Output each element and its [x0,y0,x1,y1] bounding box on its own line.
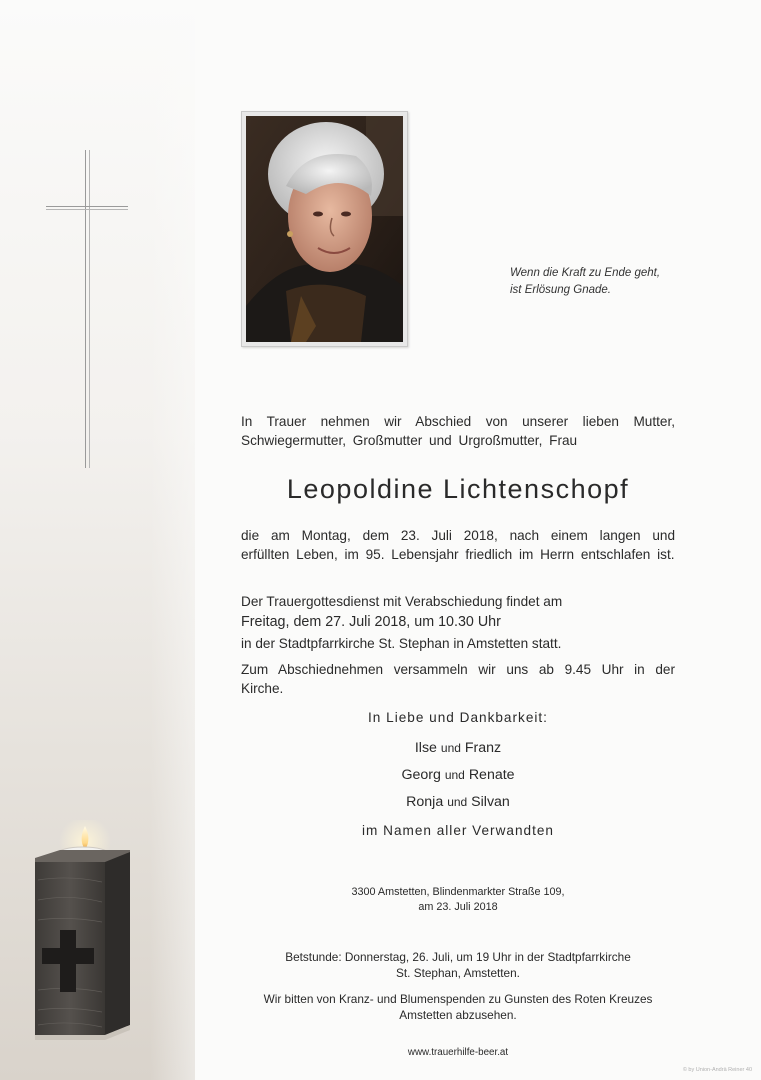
deceased-name: Leopoldine Lichtenschopf [286,474,630,504]
cross-horizontal-bar [46,206,128,210]
family-member: Silvan [471,794,510,810]
cross-vertical-bar [85,150,90,468]
quote [510,265,710,299]
family-line [241,794,675,810]
prayer-label: Betstunde: [285,950,342,964]
candle-icon [30,820,140,1040]
family-line [241,740,675,756]
closing-text: In Liebe und Dankbarkeit: [368,710,548,725]
family-member: Ronja [406,794,444,810]
relatives-text: im Namen aller Verwandten [362,823,554,838]
intro-text: In Trauer nehmen wir Abschied von unserer lieben Mutter, Schwiegermutter, Großmutter und Urgroßmutter, Frau [241,414,675,448]
copyright-credit: © by Union-Andrä Reiner 40 [682,1067,752,1073]
family-member: Franz [464,740,502,756]
address-line-2: am 23. Juli 2018 [418,901,498,913]
family-connector: und [447,795,468,809]
address-line-1: 3300 Amstetten, Blindenmarkter Straße 109, [351,886,565,898]
portrait-frame [241,111,408,347]
service-line-3: in der Stadtpfarrkirche St. Stephan in Amstetten statt. [241,636,562,651]
donation-line-2: Amstetten abzusehen. [399,1008,517,1022]
service-date: Freitag, dem 27. Juli 2018, um 10.30 Uhr [241,614,501,630]
candle-svg [30,820,140,1040]
portrait-photo [246,116,403,342]
family-connector: und [440,741,461,755]
left-band-fade [150,0,240,1080]
gathering-text: Zum Abschiednehmen versammeln wir uns ab 9.45 Uhr in der Kirche. [241,662,675,696]
prayer-details: Donnerstag, 26. Juli, um 19 Uhr in der Stadtpfarrkirche [344,950,631,964]
death-notice: die am Montag, dem 23. Juli 2018, nach einem langen und erfüllten Leben, im 95. Lebensjahr friedlich im Herrn entschlafen ist. [241,528,675,562]
family-connector: und [444,768,465,782]
family-member: Ilse [414,740,437,756]
service-line-1: Der Trauergottesdienst mit Verabschiedung findet am [241,594,563,609]
donation-line-1: Wir bitten von Kranz- und Blumenspenden zu Gunsten des Roten Kreuzes [263,992,653,1006]
prayer-line-2: St. Stephan, Amstetten. [396,966,520,980]
quote-line-2: ist Erlösung Gnade. [510,284,612,296]
website-link[interactable]: www.trauerhilfe-beer.at [407,1047,509,1058]
quote-line-1: Wenn die Kraft zu Ende geht, [510,267,661,279]
family-member: Renate [468,767,515,783]
family-line [241,767,675,783]
family-member: Georg [401,767,441,783]
prayer-line-1 [241,950,675,964]
